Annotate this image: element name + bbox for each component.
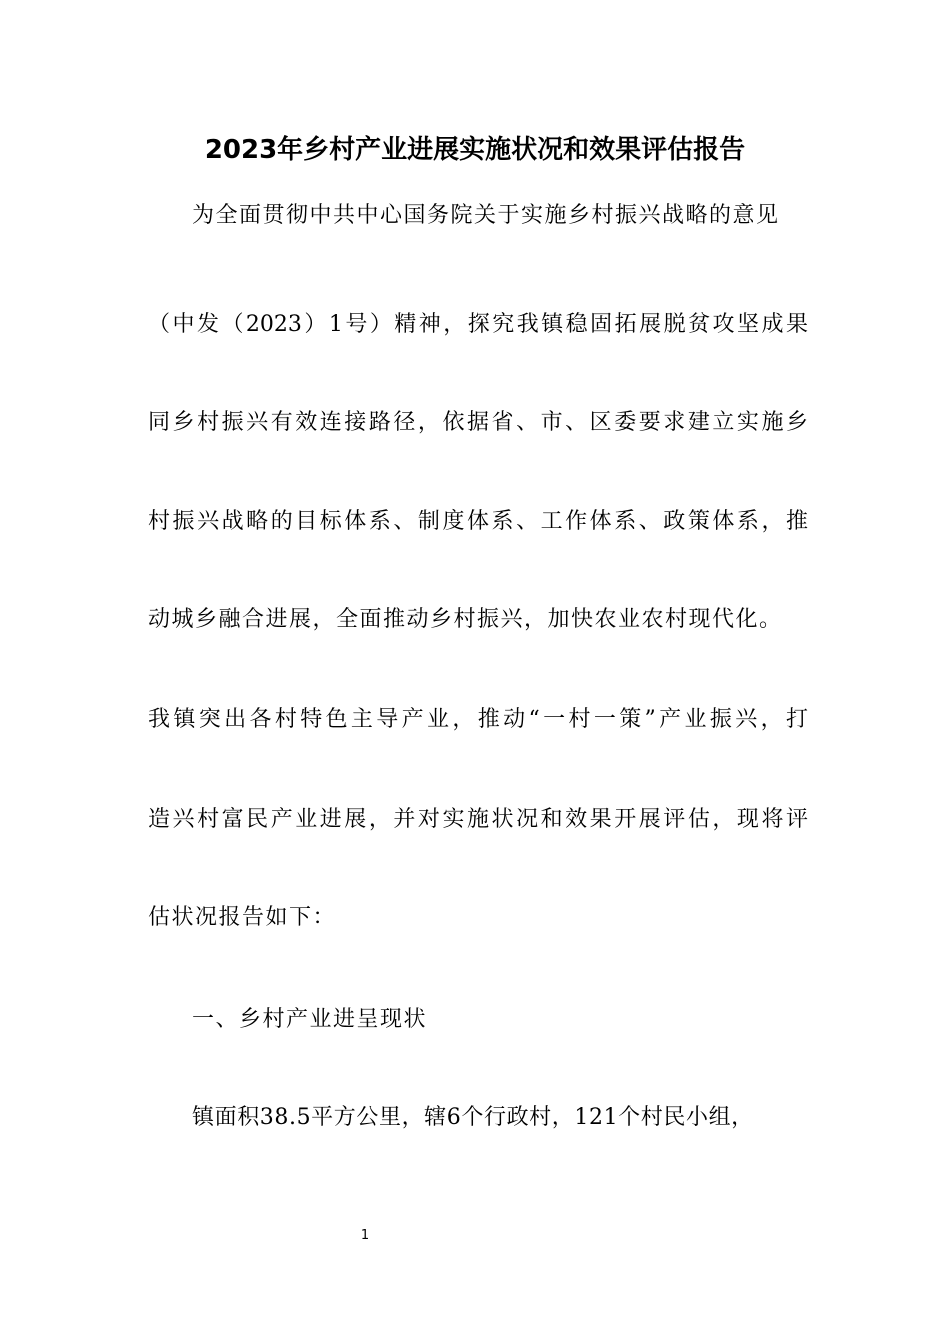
- body-line-5: 动城乡融合进展，全面推动乡村振兴，加快农业农村现代化。: [148, 607, 783, 632]
- page-number: 1: [360, 1228, 370, 1243]
- section-first-line: 镇面积38.5平方公里，辖6个行政村，121个村民小组，: [192, 1105, 754, 1130]
- body-line-6: 我镇突出各村特色主导产业，推动“一村一策”产业振兴，打: [148, 707, 808, 732]
- body-line-3: 同乡村振兴有效连接路径，依据省、市、区委要求建立实施乡: [148, 410, 808, 435]
- body-line-1: 为全面贯彻中共中心国务院关于实施乡村振兴战略的意见: [192, 203, 780, 228]
- body-line-7: 造兴村富民产业进展，并对实施状况和效果开展评估，现将评: [148, 807, 808, 832]
- section-heading: 一、乡村产业进呈现状: [192, 1007, 428, 1032]
- body-line-8: 估状况报告如下：: [148, 905, 337, 930]
- body-line-4: 村振兴战略的目标体系、制度体系、工作体系、政策体系，推: [148, 509, 808, 534]
- body-line-2: （中发（2023）1号）精神，探究我镇稳固拓展脱贫攻坚成果: [148, 312, 808, 337]
- document-title: 2023年乡村产业进展实施状况和效果评估报告: [204, 135, 746, 165]
